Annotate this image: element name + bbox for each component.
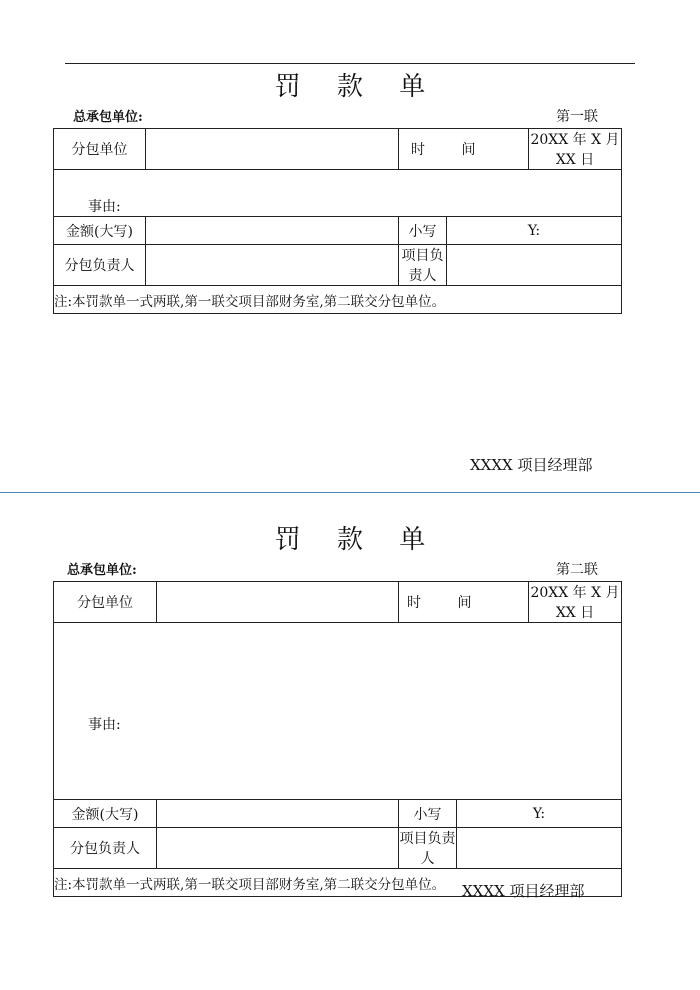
subcontractor-label: 分包单位 [54,582,157,623]
page-divider [0,492,700,493]
amount-lower-field[interactable]: Y: [457,800,622,828]
contractor-label: 总承包单位: [67,563,137,578]
reason-label: 事由: [88,717,121,733]
subcontractor-label: 分包单位 [54,129,146,170]
title-char: 单 [399,72,426,102]
date-field[interactable]: 20XX 年 X 月 XX 日 [529,582,622,623]
reason-field[interactable] [54,170,622,217]
project-leader-field[interactable] [457,828,622,869]
title-char: 罚 [274,72,301,102]
title-char: 款 [336,72,363,102]
amount-lower-field[interactable]: Y: [447,217,622,245]
penalty-form-table [53,581,622,897]
contractor-label: 总承包单位: [73,110,143,125]
copy-label: 第一联 [556,109,598,125]
project-leader-label: 项目负责人 [399,245,447,286]
amount-upper-field[interactable] [146,217,399,245]
project-leader-label: 项目负责人 [399,828,457,869]
time-label: 时 间 [399,582,529,623]
sub-leader-label: 分包负责人 [54,245,146,286]
reason-label: 事由: [88,199,121,215]
title-char: 款 [336,525,363,555]
copy-label: 第二联 [556,562,598,578]
sub-leader-label: 分包负责人 [54,828,157,869]
amount-upper-field[interactable] [157,800,399,828]
sub-leader-field[interactable] [146,245,399,286]
time-label: 时 间 [399,129,529,170]
signature: XXXX 项目经理部 [470,456,593,474]
amount-upper-label: 金额(大写) [54,800,157,828]
sub-leader-field[interactable] [157,828,399,869]
form-title [0,519,700,556]
title-char: 单 [399,525,426,555]
title-char: 罚 [274,525,301,555]
amount-upper-label: 金额(大写) [54,217,146,245]
subcontractor-field[interactable] [157,582,399,623]
amount-lower-label: 小写 [399,217,447,245]
amount-lower-label: 小写 [399,800,457,828]
form-note: 注:本罚款单一式两联,第一联交项目部财务室,第二联交分包单位。 [54,869,622,897]
date-field[interactable]: 20XX 年 X 月 XX 日 [529,129,622,170]
form-title [0,66,700,103]
project-leader-field[interactable] [447,245,622,286]
top-rule [65,63,635,64]
signature: XXXX 项目经理部 [462,882,585,900]
reason-field[interactable] [54,623,622,800]
subcontractor-field[interactable] [146,129,399,170]
penalty-form-table [53,128,622,314]
form-note: 注:本罚款单一式两联,第一联交项目部财务室,第二联交分包单位。 [54,286,622,314]
